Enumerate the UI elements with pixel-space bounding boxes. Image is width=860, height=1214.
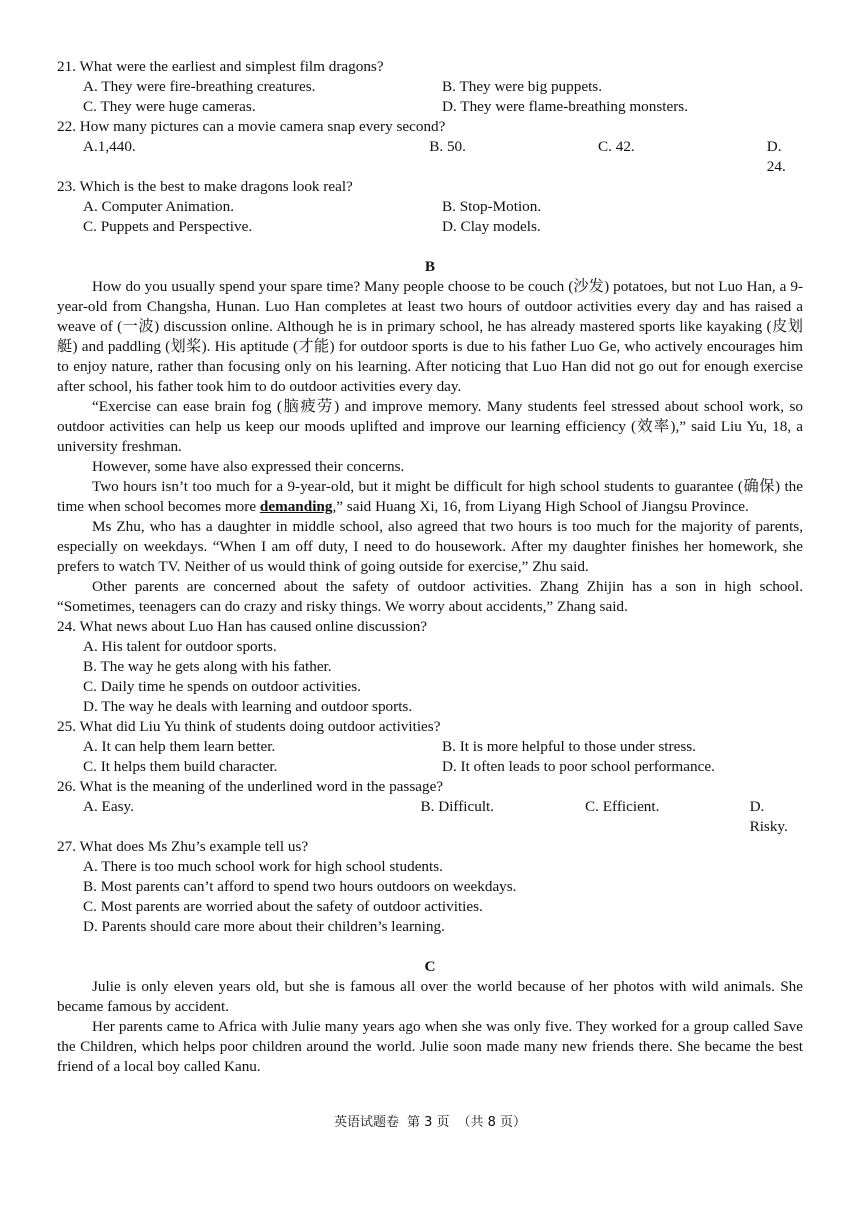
passage-b-paragraph-4: [57, 477, 803, 517]
option-b: B. 50.: [429, 138, 466, 155]
option-c: C. Efficient.: [585, 798, 660, 815]
question-stem: 22. How many pictures can a movie camera snap every second?: [57, 118, 446, 135]
paragraph-text: Two hours isn’t too much for a 9-year-old, but it might be difficult for high school students to guarantee (确保) the time when school becomes more: [57, 478, 803, 515]
option-a: A. It can help them learn better.: [83, 738, 276, 755]
passage-b-paragraph-1: How do you usually spend your spare time? Many people choose to be couch (沙发) potatoes, but not Luo Han, a 9-year-old from Changsha, Hunan. Luo Han completes at least two hours of outdoor activities every day and has raised a weave of (一波) discussion online. Although he is in primary school, he has already mastered sports like kayaking (皮划艇) and paddling (划桨). His aptitude (才能) for outdoor sports is due to his father Luo Ge, who actively encourages him to enjoy nature, rather than focusing only on his learning. After noticing that Luo Han did not go out for enough exercise after school, his father took him to do outdoor activities every day.: [57, 278, 803, 395]
option-b: B. Stop-Motion.: [442, 198, 542, 215]
question-24: [57, 617, 803, 717]
question-22: [57, 117, 803, 177]
exam-page: [57, 57, 803, 1077]
section-b-title: B: [424, 258, 436, 275]
option-a: A. Computer Animation.: [83, 198, 235, 215]
option-a: A. Easy.: [83, 798, 134, 815]
options: [57, 797, 803, 837]
option-d: D. Risky.: [749, 798, 788, 835]
question-21: [57, 57, 803, 117]
passage-b-paragraph-3: However, some have also expressed their concerns.: [92, 458, 405, 475]
option-a: A. His talent for outdoor sports.: [83, 638, 277, 655]
question-26: [57, 777, 803, 837]
question-stem: 26. What is the meaning of the underlined word in the passage?: [57, 778, 444, 795]
options: [57, 197, 803, 237]
footer-page-number: 第 3 页: [406, 1115, 450, 1130]
option-d: D. The way he deals with learning and outdoor sports.: [83, 698, 413, 715]
options: [57, 637, 803, 717]
paragraph-text: ,” said Huang Xi, 16, from Liyang High School of Jiangsu Province.: [332, 498, 749, 515]
option-b: B. Most parents can’t afford to spend two hours outdoors on weekdays.: [83, 878, 517, 895]
option-c: C. It helps them build character.: [83, 758, 278, 775]
footer-subject: 英语试题卷: [333, 1115, 399, 1130]
passage-c-paragraph-2: Her parents came to Africa with Julie many years ago when she was only five. They worked for a group called Save the Children, which helps poor children around the world. Julie soon made many new friends there. She became the best friend of a local boy called Kanu.: [57, 1018, 803, 1075]
passage-b-paragraph-6: Other parents are concerned about the safety of outdoor activities. Zhang Zhijin has a son in high school. “Sometimes, teenagers can do crazy and risky things. We worry about accidents,” Zhang said.: [57, 578, 803, 615]
passage-c-paragraph-1: Julie is only eleven years old, but she is famous all over the world because of her photos with wild animals. She became famous by accident.: [57, 978, 803, 1015]
option-a: A. There is too much school work for high school students.: [83, 858, 443, 875]
option-b: B. The way he gets along with his father.: [83, 658, 332, 675]
option-a: A.1,440.: [83, 138, 136, 155]
option-c: C. Most parents are worried about the safety of outdoor activities.: [83, 898, 483, 915]
options: [57, 737, 803, 777]
option-c: C. Daily time he spends on outdoor activities.: [83, 678, 361, 695]
options: [57, 137, 803, 177]
underlined-word: demanding: [259, 498, 333, 515]
option-b: B. Difficult.: [420, 798, 495, 815]
option-d: D. It often leads to poor school performance.: [442, 758, 715, 775]
question-stem: 21. What were the earliest and simplest film dragons?: [57, 58, 384, 75]
option-c: C. 42.: [598, 138, 635, 155]
passage-b-paragraph-2: “Exercise can ease brain fog (脑疲劳) and improve memory. Many students feel stressed about school work, so outdoor activities can help us keep our moods uplifted and improve our learning efficiency (效率),” said Liu Yu, 18, a university freshman.: [57, 398, 803, 455]
option-d: D. Parents should care more about their children’s learning.: [83, 918, 445, 935]
option-b: B. It is more helpful to those under stress.: [442, 738, 696, 755]
footer-total-pages: （共 8 页）: [457, 1115, 527, 1130]
option-d: D. They were flame-breathing monsters.: [442, 98, 689, 115]
question-stem: 23. Which is the best to make dragons look real?: [57, 178, 353, 195]
question-25: [57, 717, 803, 777]
question-stem: 27. What does Ms Zhu’s example tell us?: [57, 838, 309, 855]
option-b: B. They were big puppets.: [442, 78, 603, 95]
option-d: D. Clay models.: [442, 218, 541, 235]
option-a: A. They were fire-breathing creatures.: [83, 78, 316, 95]
question-stem: 24. What news about Luo Han has caused online discussion?: [57, 618, 428, 635]
question-27: [57, 837, 803, 937]
question-23: [57, 177, 803, 237]
options: [57, 857, 803, 937]
option-c: C. Puppets and Perspective.: [83, 218, 253, 235]
page-footer: [0, 1111, 860, 1130]
passage-b-paragraph-5: Ms Zhu, who has a daughter in middle school, also agreed that two hours is too much for the majority of parents, especially on weekdays. “When I am off duty, I need to do housework. After my daughter finishes her homework, she prefers to watch TV. Neither of us would think of going outside for exercise,” Zhu said.: [57, 518, 803, 575]
question-stem: 25. What did Liu Yu think of students doing outdoor activities?: [57, 718, 441, 735]
option-c: C. They were huge cameras.: [83, 98, 256, 115]
options: [57, 77, 803, 117]
section-c-title: C: [424, 958, 436, 975]
option-d: D. 24.: [766, 138, 786, 175]
